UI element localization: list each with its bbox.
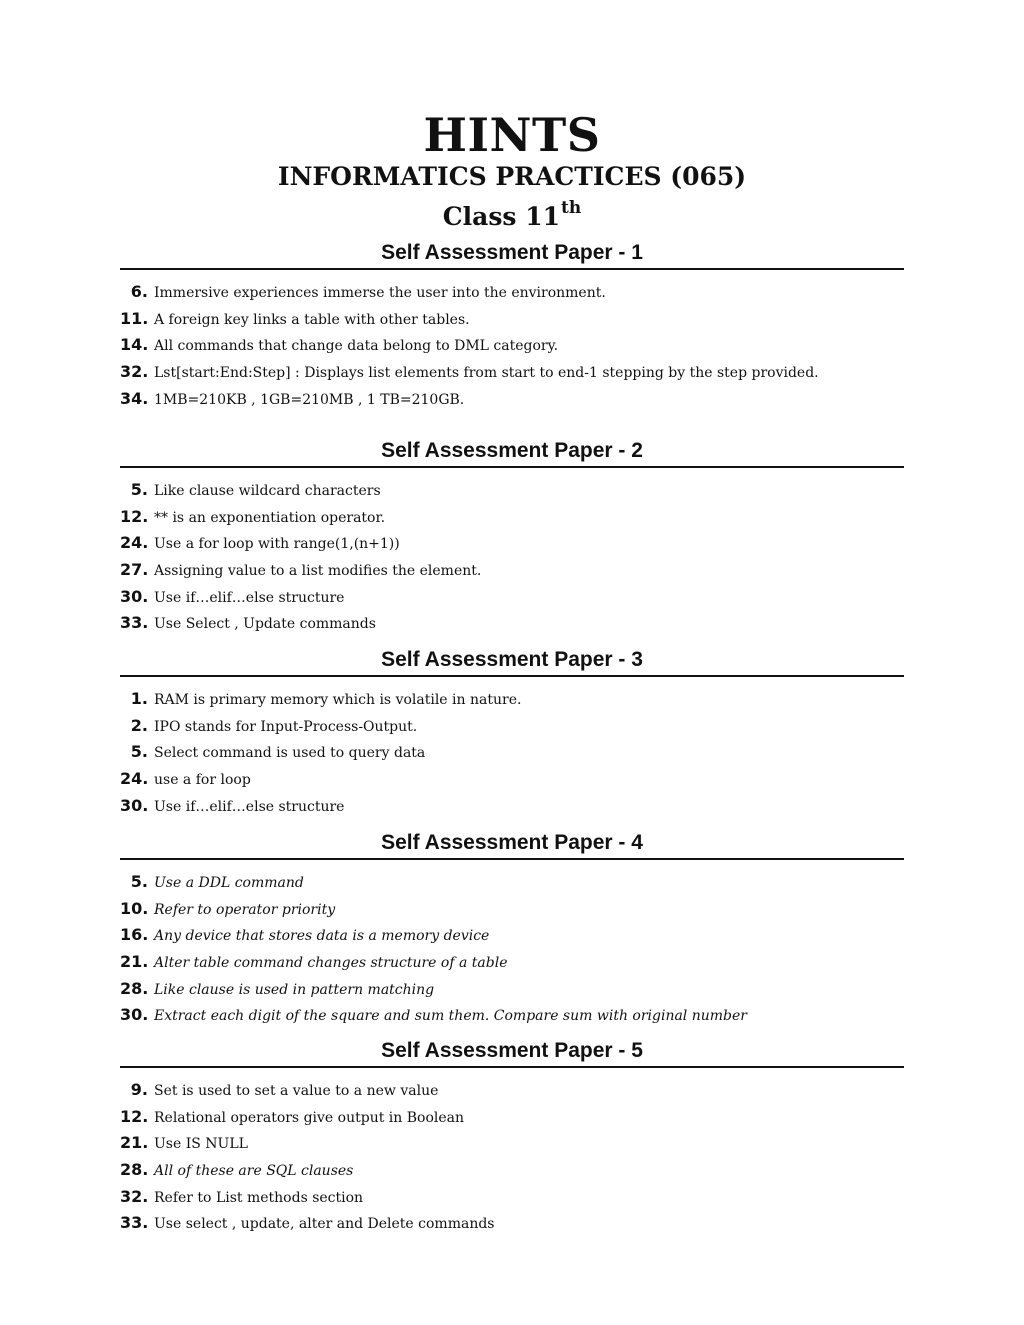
question-number: 5. bbox=[130, 742, 148, 762]
section-heading: Self Assessment Paper - 1 bbox=[120, 238, 904, 270]
question-number: 32. bbox=[120, 1186, 149, 1206]
section-heading: Self Assessment Paper - 2 bbox=[120, 436, 904, 468]
hint-item bbox=[120, 1160, 904, 1187]
class-label: Class 11 bbox=[442, 202, 561, 231]
hint-text: Use if…elif…else structure bbox=[154, 798, 345, 815]
hint-item bbox=[120, 796, 904, 823]
hint-text: RAM is primary memory which is volatile in nature. bbox=[154, 692, 522, 708]
hint-item bbox=[120, 282, 904, 309]
hint-item bbox=[120, 716, 904, 743]
hint-text: Select command is used to query data bbox=[154, 745, 426, 762]
hint-item bbox=[120, 362, 904, 389]
hint-text: Set is used to set a value to a new value bbox=[154, 1083, 439, 1099]
hint-list bbox=[120, 468, 904, 640]
question-number: 30. bbox=[120, 795, 149, 815]
hint-section bbox=[120, 436, 904, 640]
hint-item bbox=[120, 560, 904, 587]
section-heading: Self Assessment Paper - 4 bbox=[120, 828, 904, 860]
hint-item bbox=[120, 309, 904, 336]
hint-text: Any device that stores data is a memory device bbox=[154, 928, 490, 945]
hint-text: Relational operators give output in Boolean bbox=[154, 1109, 464, 1126]
hint-text: Like clause is used in pattern matching bbox=[154, 981, 435, 998]
hint-list bbox=[120, 677, 904, 822]
question-number: 12. bbox=[120, 506, 149, 526]
hint-text: Refer to List methods section bbox=[154, 1189, 364, 1206]
question-number: 9. bbox=[130, 1080, 148, 1099]
hint-item bbox=[120, 1133, 904, 1160]
hint-item bbox=[120, 979, 904, 1006]
hint-text: Extract each digit of the square and sum them. Compare sum with original number bbox=[154, 1008, 747, 1025]
hint-list bbox=[120, 270, 904, 415]
question-number: 21. bbox=[120, 1133, 149, 1153]
question-number: 6. bbox=[130, 282, 148, 301]
hint-item bbox=[120, 507, 904, 534]
hint-item bbox=[120, 925, 904, 952]
hint-text: 1MB=210KB , 1GB=210MB , 1 TB=210GB. bbox=[154, 391, 465, 408]
section-heading: Self Assessment Paper - 5 bbox=[120, 1036, 904, 1068]
hint-text: use a for loop bbox=[154, 772, 251, 789]
hint-text: All of these are SQL clauses bbox=[154, 1163, 354, 1180]
hint-item bbox=[120, 1187, 904, 1214]
page-title: HINTS bbox=[423, 108, 601, 162]
hint-section bbox=[120, 828, 904, 1032]
question-number: 10. bbox=[120, 898, 149, 918]
hint-text: Alter table command changes structure of a table bbox=[154, 955, 508, 972]
hint-item bbox=[120, 769, 904, 796]
question-number: 21. bbox=[120, 952, 149, 972]
hint-item bbox=[120, 613, 904, 640]
question-number: 28. bbox=[120, 1160, 149, 1180]
hint-item bbox=[120, 1107, 904, 1134]
hint-text: All commands that change data belong to DML category. bbox=[154, 338, 559, 355]
hint-text: Lst[start:End:Step] : Displays list elements from start to end-1 stepping by the step provided. bbox=[154, 365, 819, 382]
hint-item bbox=[120, 1213, 904, 1240]
question-number: 33. bbox=[120, 1213, 149, 1233]
question-number: 11. bbox=[120, 308, 149, 328]
hint-item bbox=[120, 872, 904, 899]
hint-item bbox=[120, 899, 904, 926]
hint-text: ** is an exponentiation operator. bbox=[154, 509, 386, 526]
hint-text: Use a for loop with range(1,(n+1)) bbox=[154, 536, 400, 553]
hint-text: Use if…elif…else structure bbox=[154, 589, 345, 606]
hint-section bbox=[120, 645, 904, 822]
question-number: 34. bbox=[120, 388, 149, 408]
hint-item bbox=[120, 335, 904, 362]
section-heading: Self Assessment Paper - 3 bbox=[120, 645, 904, 677]
class-superscript: th bbox=[561, 198, 582, 218]
hint-item bbox=[120, 533, 904, 560]
hint-item bbox=[120, 742, 904, 769]
hint-item bbox=[120, 480, 904, 507]
hint-item bbox=[120, 1080, 904, 1107]
subject-title: INFORMATICS PRACTICES (065) bbox=[277, 162, 747, 191]
hint-text: A foreign key links a table with other tables. bbox=[154, 311, 470, 328]
hint-text: Use Select , Update commands bbox=[154, 616, 376, 633]
class-title bbox=[0, 198, 1024, 231]
hint-item bbox=[120, 1005, 904, 1032]
question-number: 12. bbox=[120, 1106, 149, 1126]
hint-section bbox=[120, 1036, 904, 1240]
question-number: 28. bbox=[120, 978, 149, 998]
hint-text: Immersive experiences immerse the user into the environment. bbox=[154, 285, 606, 301]
hint-item bbox=[120, 689, 904, 716]
question-number: 24. bbox=[120, 769, 149, 789]
hint-text: Assigning value to a list modifies the element. bbox=[154, 563, 482, 580]
question-number: 32. bbox=[120, 362, 149, 382]
question-number: 1. bbox=[130, 689, 148, 708]
hint-text: Refer to operator priority bbox=[154, 901, 336, 918]
hint-item bbox=[120, 389, 904, 416]
hint-item bbox=[120, 587, 904, 614]
hint-text: Use a DDL command bbox=[154, 875, 304, 891]
question-number: 2. bbox=[130, 715, 148, 735]
hint-text: Like clause wildcard characters bbox=[154, 483, 381, 499]
question-number: 30. bbox=[120, 586, 149, 606]
question-number: 30. bbox=[120, 1005, 149, 1025]
question-number: 14. bbox=[120, 335, 149, 355]
question-number: 24. bbox=[120, 533, 149, 553]
question-number: 27. bbox=[120, 560, 149, 580]
hint-text: IPO stands for Input-Process-Output. bbox=[154, 718, 418, 735]
hint-list bbox=[120, 860, 904, 1032]
hint-section bbox=[120, 238, 904, 415]
hint-text: Use select , update, alter and Delete commands bbox=[154, 1216, 495, 1233]
question-number: 5. bbox=[130, 872, 148, 891]
hint-item bbox=[120, 952, 904, 979]
question-number: 5. bbox=[130, 480, 148, 499]
question-number: 16. bbox=[120, 925, 149, 945]
question-number: 33. bbox=[120, 613, 149, 633]
hint-list bbox=[120, 1068, 904, 1240]
hint-text: Use IS NULL bbox=[154, 1136, 248, 1153]
